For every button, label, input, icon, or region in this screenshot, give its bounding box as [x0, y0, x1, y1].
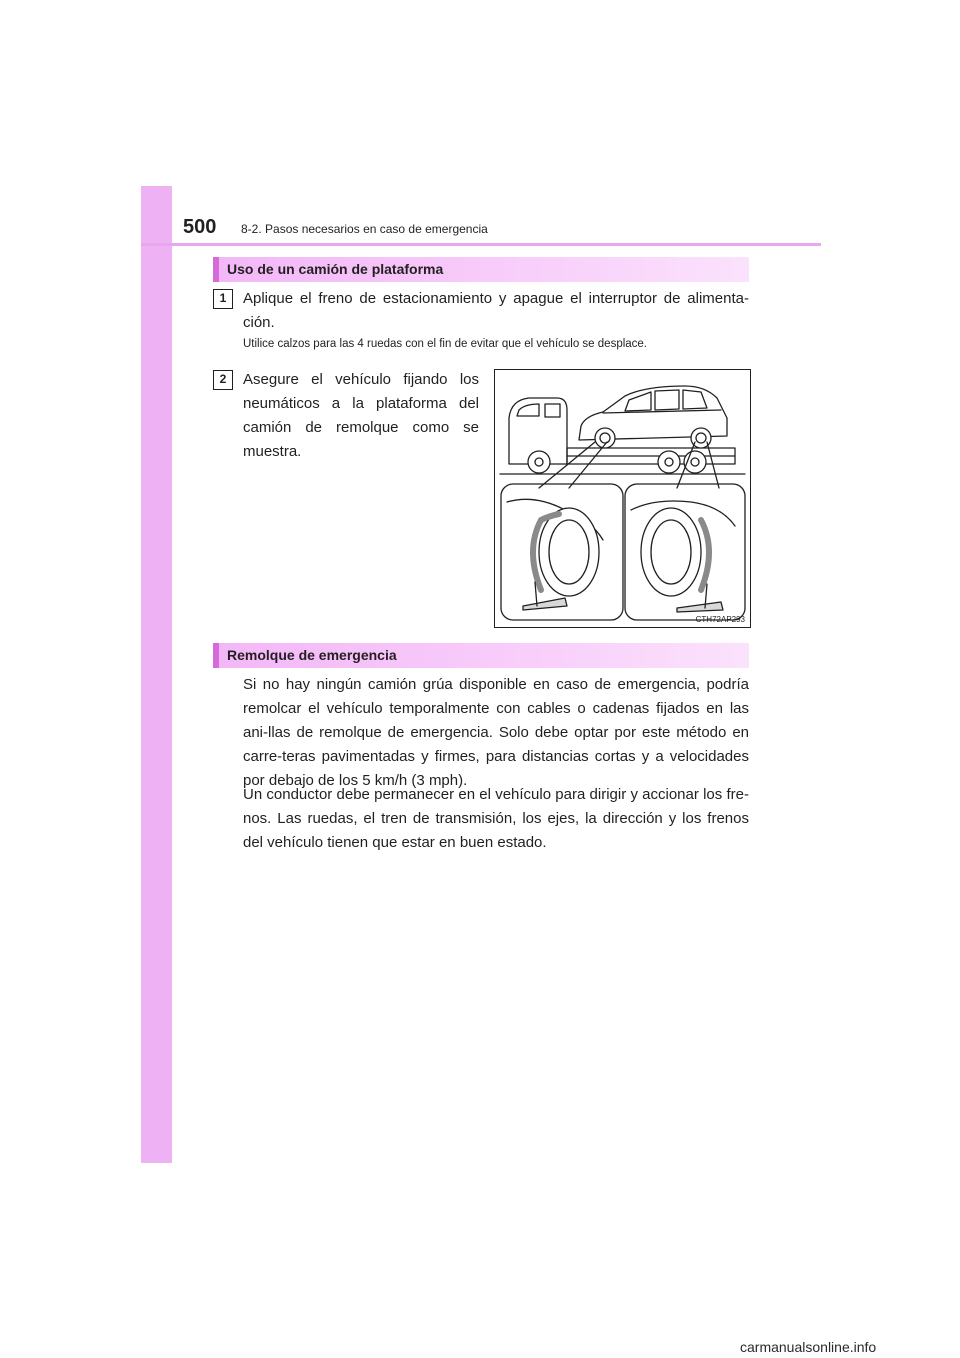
- watermark: carmanualsonline.info: [740, 1339, 877, 1355]
- header-rule: [141, 243, 821, 246]
- step-1-note: Utilice calzos para las 4 ruedas con el fin de evitar que el vehículo se desplace.: [243, 338, 648, 350]
- step-number-1: 1: [213, 289, 233, 309]
- figure-code: CTH72AP293: [695, 615, 745, 624]
- running-head: 8-2. Pasos necesarios en caso de emergencia: [241, 222, 488, 236]
- section-header-flatbed: [213, 257, 749, 282]
- towing-paragraph-1: Si no hay ningún camión grúa disponible en caso de emergencia, podría remolcar el vehículo temporalmente con cables o cadenas fijados en las ani-llas de remolque de emergencia. Solo debe optar por este método en carre-teras pavimentadas y firmes, para distancias cortas y a velocidades por debajo de los 5 km/h (3 mph).: [243, 676, 749, 789]
- flatbed-truck-illustration: [494, 369, 751, 628]
- section-title: Uso de un camión de plataforma: [227, 261, 444, 277]
- section-header-emergency-towing: [213, 643, 749, 668]
- towing-paragraph-2: Un conductor debe permanecer en el vehículo para dirigir y accionar los fre-nos. Las ruedas, el tren de transmisión, los ejes, la dirección y los frenos del vehículo tienen que estar en buen estado.: [243, 786, 749, 851]
- step-1-text: Aplique el freno de estacionamiento y apague el interruptor de alimenta-ción.: [243, 290, 749, 331]
- side-tab-band: [141, 186, 172, 1163]
- page-number: 500: [183, 216, 217, 238]
- step-number-2: 2: [213, 370, 233, 390]
- truck-diagram: [495, 370, 750, 627]
- step-2-text: Asegure el vehículo fijando los neumáticos a la plataforma del camión de remolque como se muestra.: [243, 371, 479, 460]
- section-title: Remolque de emergencia: [227, 647, 397, 663]
